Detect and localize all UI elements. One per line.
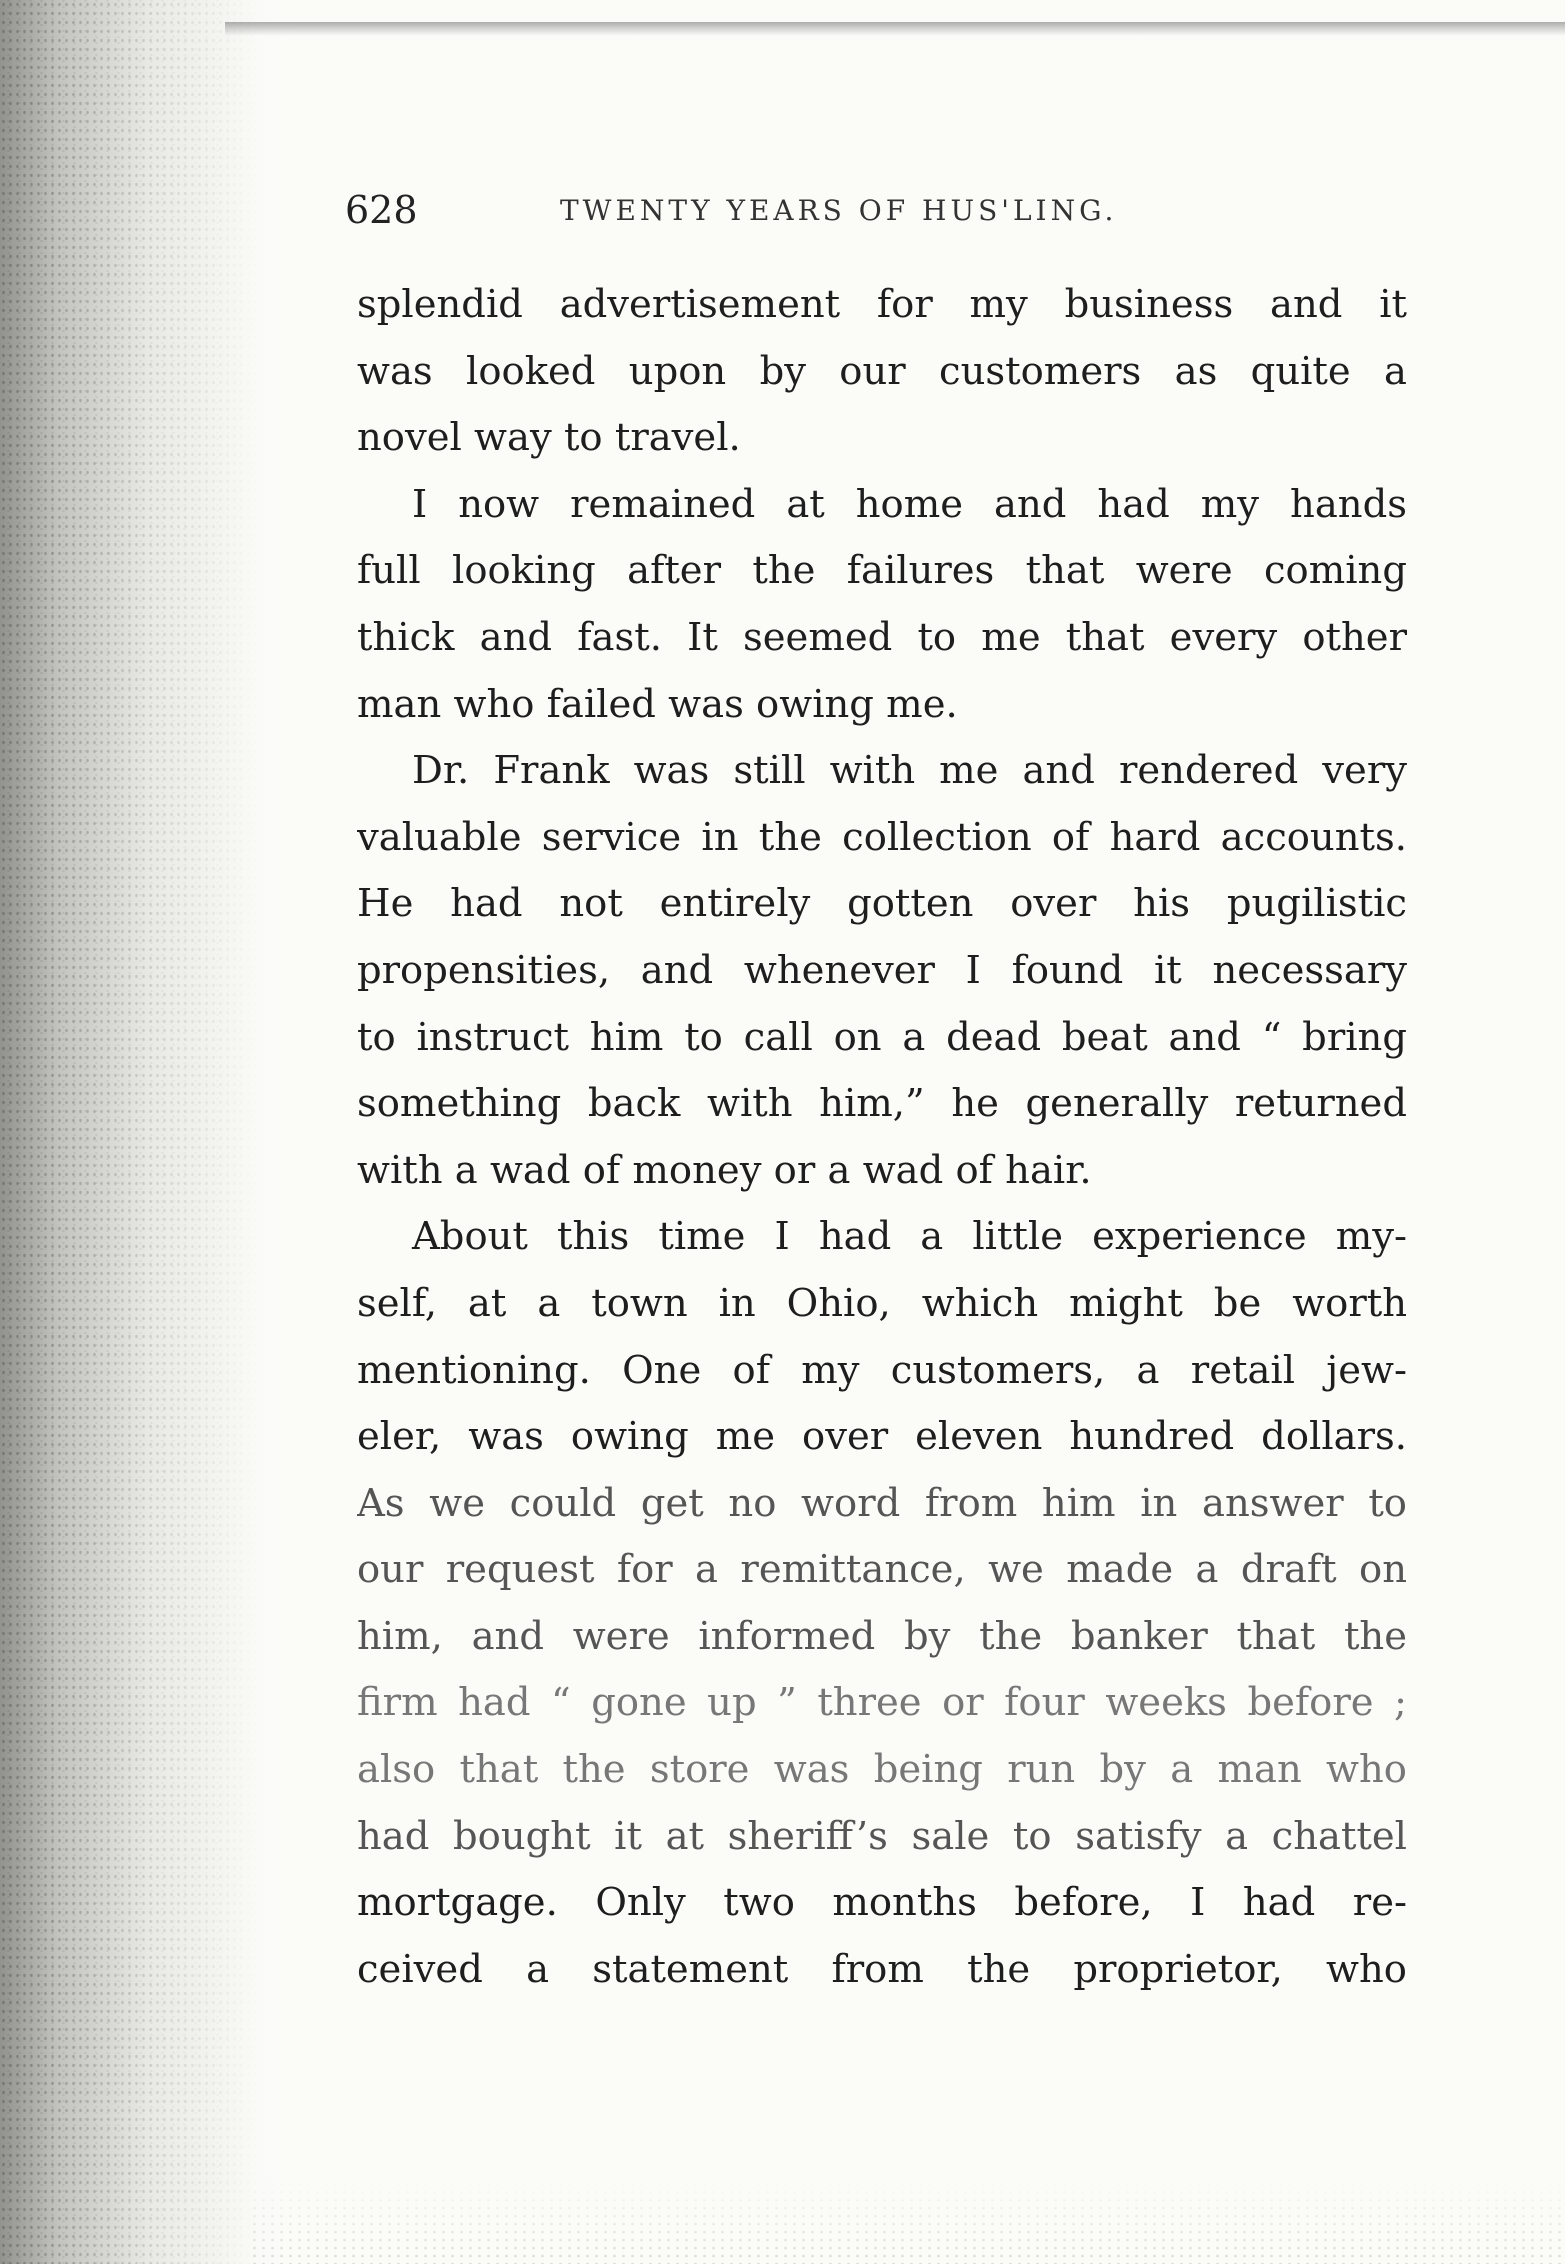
scan-top-edge: [225, 22, 1565, 36]
page-number: 628: [345, 188, 418, 232]
page-header: [345, 185, 1405, 245]
text-line: also that the store was being run by a man who: [357, 1747, 1407, 1793]
text-line: to instruct him to call on a dead beat and “ bring: [357, 1014, 1407, 1060]
scan-bottom-noise: [250, 2180, 1565, 2264]
text-line: him, and were informed by the banker that the: [357, 1613, 1407, 1659]
scan-gutter-speckle: [0, 0, 260, 2264]
text-line: I now remained at home and had my hands: [412, 481, 1407, 527]
text-line: valuable service in the collection of hard accounts.: [357, 814, 1407, 860]
body-text: [357, 272, 1407, 2003]
text-line: was looked upon by our customers as quite a: [357, 348, 1407, 394]
text-line: mortgage. Only two months before, I had re-: [357, 1880, 1407, 1926]
text-line: full looking after the failures that were coming: [357, 548, 1407, 594]
text-line: mentioning. One of my customers, a retail jew-: [357, 1347, 1407, 1393]
text-line: About this time I had a little experience my-: [412, 1214, 1407, 1260]
text-line: propensities, and whenever I found it necessary: [357, 947, 1407, 993]
text-line: novel way to travel.: [357, 415, 741, 461]
running-head: TWENTY YEARS OF HUS'LING.: [560, 194, 1118, 227]
text-line: eler, was owing me over eleven hundred dollars.: [357, 1414, 1407, 1460]
text-line: splendid advertisement for my business and it: [357, 282, 1407, 327]
text-line: with a wad of money or a wad of hair.: [357, 1147, 1092, 1193]
text-line: thick and fast. It seemed to me that every other: [357, 614, 1407, 660]
text-line: As we could get no word from him in answer to: [357, 1480, 1407, 1526]
text-line: He had not entirely gotten over his pugilistic: [357, 881, 1407, 927]
text-line: man who failed was owing me.: [357, 681, 958, 727]
text-line: self, at a town in Ohio, which might be worth: [357, 1280, 1407, 1326]
text-line: something back with him,” he generally returned: [357, 1081, 1407, 1127]
text-line: our request for a remittance, we made a draft on: [357, 1547, 1407, 1593]
text-line: Dr. Frank was still with me and rendered very: [412, 748, 1407, 794]
text-line: firm had “ gone up ” three or four weeks before ;: [357, 1680, 1407, 1726]
text-line: ceived a statement from the proprietor, who: [357, 1946, 1407, 1992]
text-line: had bought it at sheriff’s sale to satisfy a chattel: [357, 1813, 1407, 1859]
